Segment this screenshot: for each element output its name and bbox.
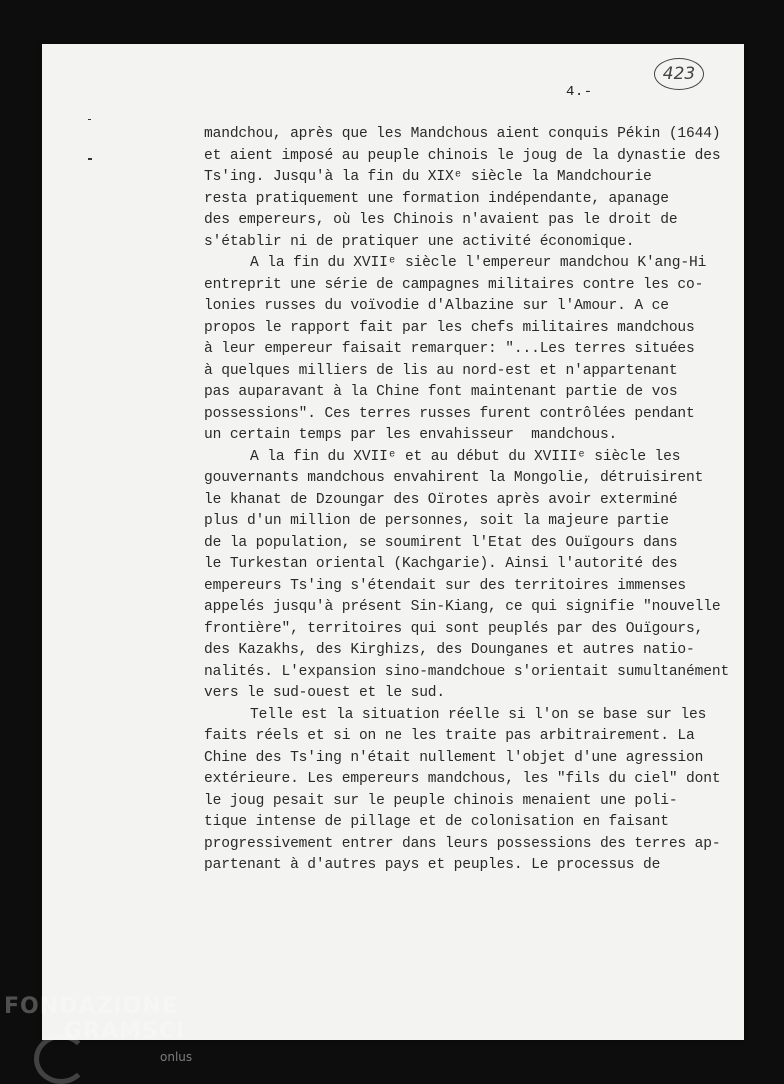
watermark-logo-icon bbox=[34, 1034, 88, 1084]
text-line: resta pratiquement une formation indépendante, apanage bbox=[204, 190, 669, 207]
text-line: Ts'ing. Jusqu'à la fin du XIXᵉ siècle la Mandchourie bbox=[204, 169, 652, 185]
text-line: appelés jusqu'à présent Sin-Kiang, ce qui signifie "nouvelle bbox=[204, 599, 721, 615]
archive-number-stamp bbox=[654, 58, 704, 90]
text-line: gouvernants mandchous envahirent la Mongolie, détruisirent bbox=[204, 470, 704, 486]
text-line: frontière", territoires qui sont peuplés par des Ouïgours, bbox=[204, 620, 704, 637]
text-line: Chine des Ts'ing n'était nullement l'objet d'une agression bbox=[204, 749, 704, 766]
text-line: Telle est la situation réelle si l'on se base sur les bbox=[250, 706, 707, 723]
text-line: vers le sud-ouest et le sud. bbox=[204, 685, 446, 701]
text-line: plus d'un million de personnes, soit la majeure partie bbox=[204, 513, 669, 529]
text-line: A la fin du XVIIᵉ et au début du XVIIIᵉ siècle les bbox=[250, 448, 681, 465]
text-line: nalités. L'expansion sino-mandchoue s'orientait sumultanément bbox=[204, 663, 730, 680]
text-line: partenant à d'autres pays et peuples. Le processus de bbox=[204, 857, 661, 873]
text-line: extérieure. Les empereurs mandchous, les "fils du ciel" dont bbox=[204, 771, 721, 787]
text-line: progressivement entrer dans leurs possessions des terres ap- bbox=[204, 835, 721, 852]
text-line: le joug pesait sur le peuple chinois menaient une poli- bbox=[204, 792, 678, 809]
watermark-line-1: FONDAZIONE bbox=[4, 994, 178, 1019]
text-line: de la population, se soumirent l'Etat des Ouïgours dans bbox=[204, 534, 678, 551]
watermark-subtitle: onlus bbox=[160, 1050, 193, 1064]
text-line: à quelques milliers de lis au nord-est et n'appartenant bbox=[204, 362, 678, 379]
text-line: un certain temps par les envahisseur mandchous. bbox=[204, 427, 618, 443]
text-line: le Turkestan oriental (Kachgarie). Ainsi l'autorité des bbox=[204, 556, 678, 572]
text-line: tique intense de pillage et de colonisation en faisant bbox=[204, 814, 669, 830]
text-line: s'établir ni de pratiquer une activité économique. bbox=[204, 233, 635, 250]
text-line: mandchou, après que les Mandchous aient conquis Pékin (1644) bbox=[204, 126, 721, 142]
text-line: des Kazakhs, des Kirghizs, des Dounganes et autres natio- bbox=[204, 642, 695, 658]
watermark-line-2: GRAMSCI bbox=[64, 1019, 186, 1044]
text-line: empereurs Ts'ing s'étendait sur des territoires immenses bbox=[204, 577, 687, 594]
text-line: lonies russes du voïvodie d'Albazine sur l'Amour. A ce bbox=[204, 298, 669, 314]
text-line: et aient imposé au peuple chinois le joug de la dynastie des bbox=[204, 147, 721, 164]
text-line: faits réels et si on ne les traite pas arbitrairement. La bbox=[204, 728, 695, 744]
margin-mark bbox=[88, 158, 92, 160]
text-line: A la fin du XVIIᵉ siècle l'empereur mandchou K'ang-Hi bbox=[250, 255, 707, 271]
page-number: 4.- bbox=[566, 84, 593, 100]
text-line: à leur empereur faisait remarquer: "...Les terres situées bbox=[204, 341, 695, 357]
text-line: des empereurs, où les Chinois n'avaient pas le droit de bbox=[204, 212, 678, 228]
text-line: possessions". Ces terres russes furent contrôlées pendant bbox=[204, 405, 695, 422]
typed-text-body bbox=[204, 124, 744, 877]
text-line: pas auparavant à la Chine font maintenant partie de vos bbox=[204, 384, 678, 400]
text-line: propos le rapport fait par les chefs militaires mandchous bbox=[204, 319, 695, 336]
text-line: le khanat de Dzoungar des Oïrotes après avoir exterminé bbox=[204, 491, 678, 508]
margin-mark bbox=[88, 119, 91, 120]
text-line: entreprit une série de campagnes militaires contre les co- bbox=[204, 276, 704, 293]
archive-number: 423 bbox=[662, 64, 696, 84]
archive-watermark bbox=[4, 994, 185, 1044]
